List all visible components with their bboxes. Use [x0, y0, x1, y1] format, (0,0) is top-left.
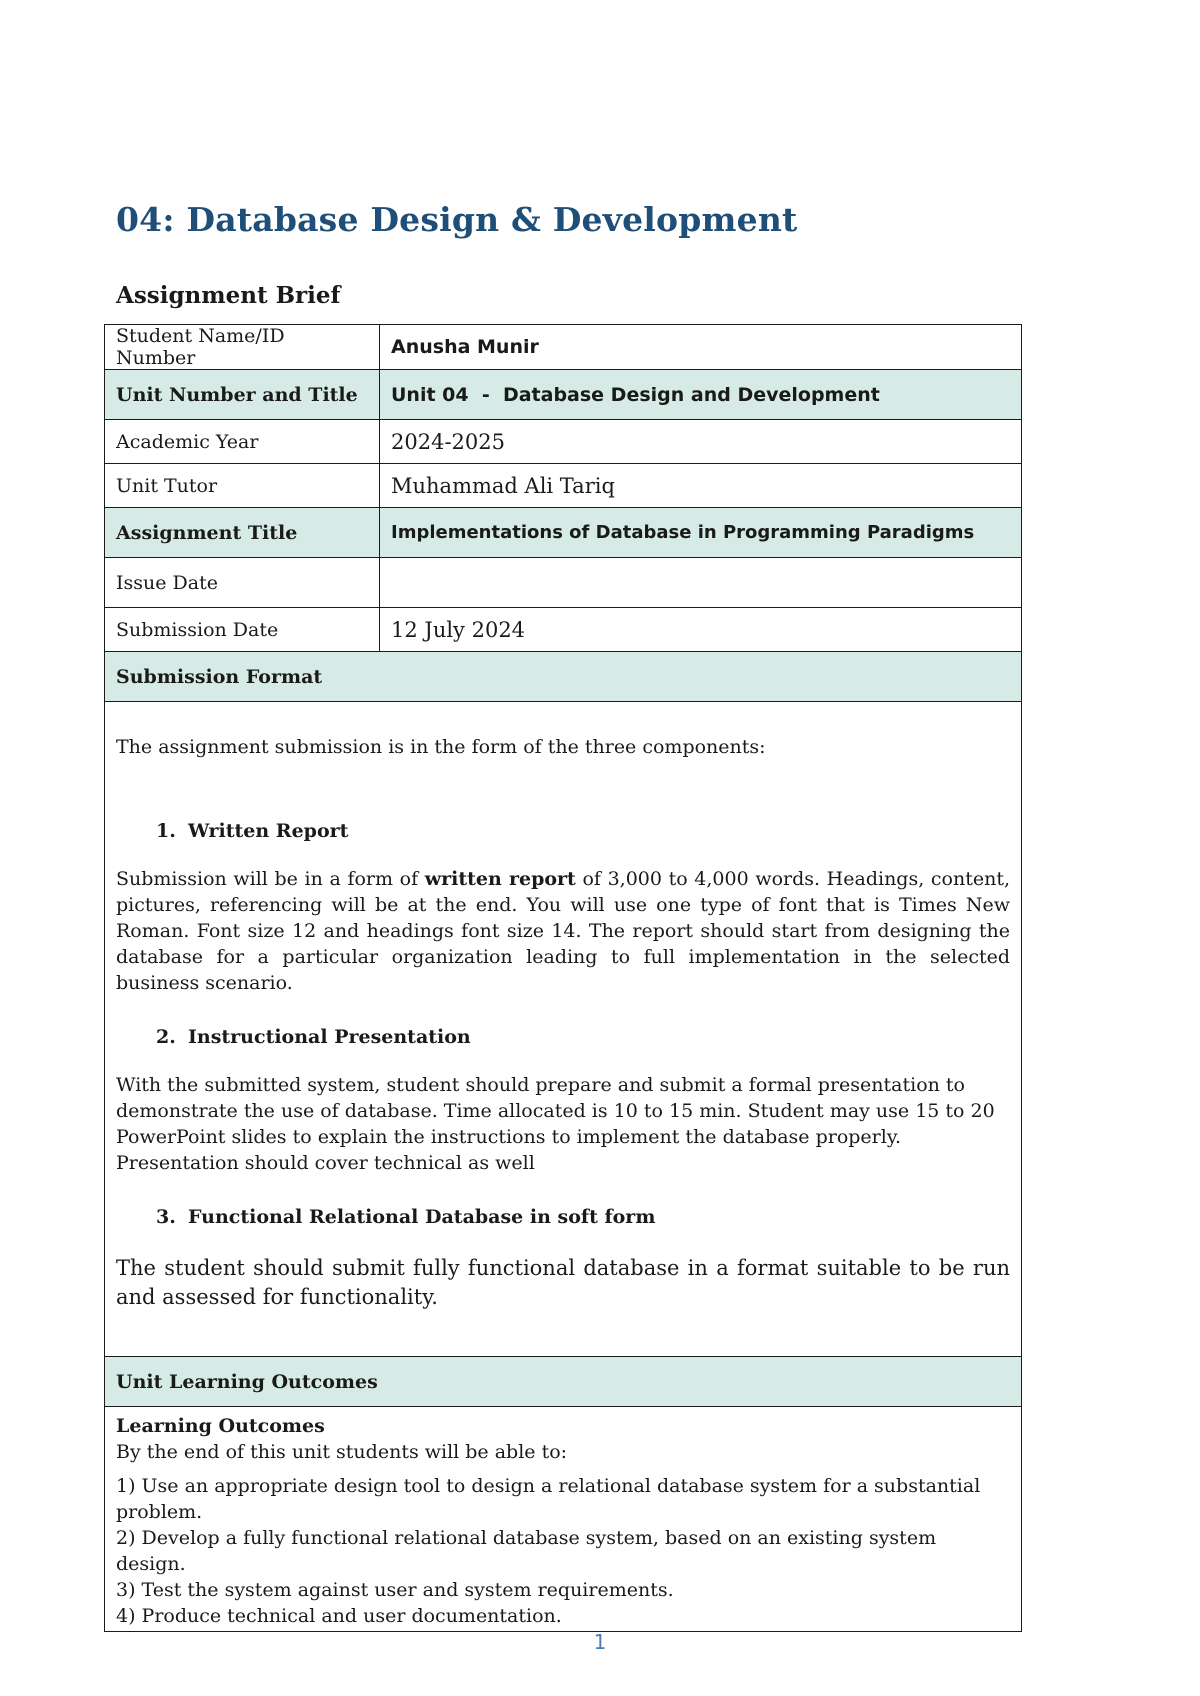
document-title: 04: Database Design & Development [116, 200, 798, 239]
academic-year-label: Academic Year [105, 420, 380, 464]
learning-outcome-item: 4) Produce technical and user documentation. [116, 1605, 562, 1627]
section-database-text: The student should submit fully functional database in a format suitable to be run and assessed for functionality. [116, 1256, 1010, 1309]
section-database-heading [156, 1206, 1010, 1228]
learning-outcomes-body-row [105, 1407, 1022, 1632]
section-presentation-text: With the submitted system, student should prepare and submit a formal presentation to demonstrate the use of database. Time allocated is 10 to 15 min. Student may use 15 to 20 PowerPoint slides to explain the instructions to implement the database properly. Presentation should cover technical as well [116, 1074, 995, 1174]
assignment-title-value: Implementations of Database in Programming Paradigms [380, 508, 1022, 558]
unit-value: Unit 04 - Database Design and Development [380, 370, 1022, 420]
learning-outcomes-body [105, 1407, 1022, 1632]
submission-date-value: 12 July 2024 [380, 608, 1022, 652]
submission-format-body [105, 702, 1022, 1357]
learning-outcomes-list [116, 1473, 1010, 1629]
academic-year-row [105, 420, 1022, 464]
section-number: 1. [156, 820, 176, 842]
learning-outcomes-header-row [105, 1357, 1022, 1407]
unit-row [105, 370, 1022, 420]
section-number: 2. [156, 1026, 176, 1048]
written-report-emphasis: written report [424, 868, 576, 890]
submission-format-header: Submission Format [105, 652, 1022, 702]
learning-outcome-item: 1) Use an appropriate design tool to design a relational database system for a substantial problem. [116, 1475, 981, 1523]
issue-date-label: Issue Date [105, 558, 380, 608]
submission-format-intro: The assignment submission is in the form of the three components: [116, 736, 766, 758]
page-number: 1 [593, 1630, 607, 1654]
academic-year-value: 2024-2025 [380, 420, 1022, 464]
learning-outcomes-intro: By the end of this unit students will be able to: [116, 1441, 568, 1463]
submission-format-header-row [105, 652, 1022, 702]
section-heading-text: Functional Relational Database in soft form [188, 1206, 656, 1228]
section-heading-text: Written Report [188, 820, 349, 842]
unit-tutor-value: Muhammad Ali Tariq [380, 464, 1022, 508]
student-name-row [105, 325, 1022, 370]
unit-label: Unit Number and Title [105, 370, 380, 420]
learning-outcome-item: 3) Test the system against user and system requirements. [116, 1579, 674, 1601]
submission-date-label: Submission Date [105, 608, 380, 652]
unit-tutor-row [105, 464, 1022, 508]
written-report-text-part: Submission will be in a form of [116, 868, 425, 890]
unit-tutor-label: Unit Tutor [105, 464, 380, 508]
assignment-title-label: Assignment Title [105, 508, 380, 558]
learning-outcomes-header: Unit Learning Outcomes [105, 1357, 1022, 1407]
learning-outcomes-title: Learning Outcomes [116, 1415, 325, 1437]
issue-date-row [105, 558, 1022, 608]
student-name-value: Anusha Munir [380, 325, 1022, 370]
assignment-brief-table [104, 324, 1022, 1632]
submission-format-body-row [105, 702, 1022, 1357]
document-subtitle: Assignment Brief [116, 282, 341, 309]
section-heading-text: Instructional Presentation [188, 1026, 471, 1048]
submission-date-row [105, 608, 1022, 652]
written-report-text-part: of 3,000 to 4,000 words. Headings, content, pictures, referencing will be at the end. You will use one type of font that is Times New Roman. Font size 12 and headings font size 14. The report should start from designing the database for a particular organization leading to full implementation in the selected business scenario. [116, 868, 1010, 994]
issue-date-value [380, 558, 1022, 608]
section-written-report-text [116, 866, 1010, 996]
learning-outcome-item: 2) Develop a fully functional relational database system, based on an existing system design. [116, 1527, 937, 1575]
section-written-report-heading [156, 820, 1010, 842]
assignment-title-row [105, 508, 1022, 558]
section-number: 3. [156, 1206, 176, 1228]
section-presentation-heading [156, 1026, 1010, 1048]
student-name-label: Student Name/ID Number [105, 325, 380, 370]
